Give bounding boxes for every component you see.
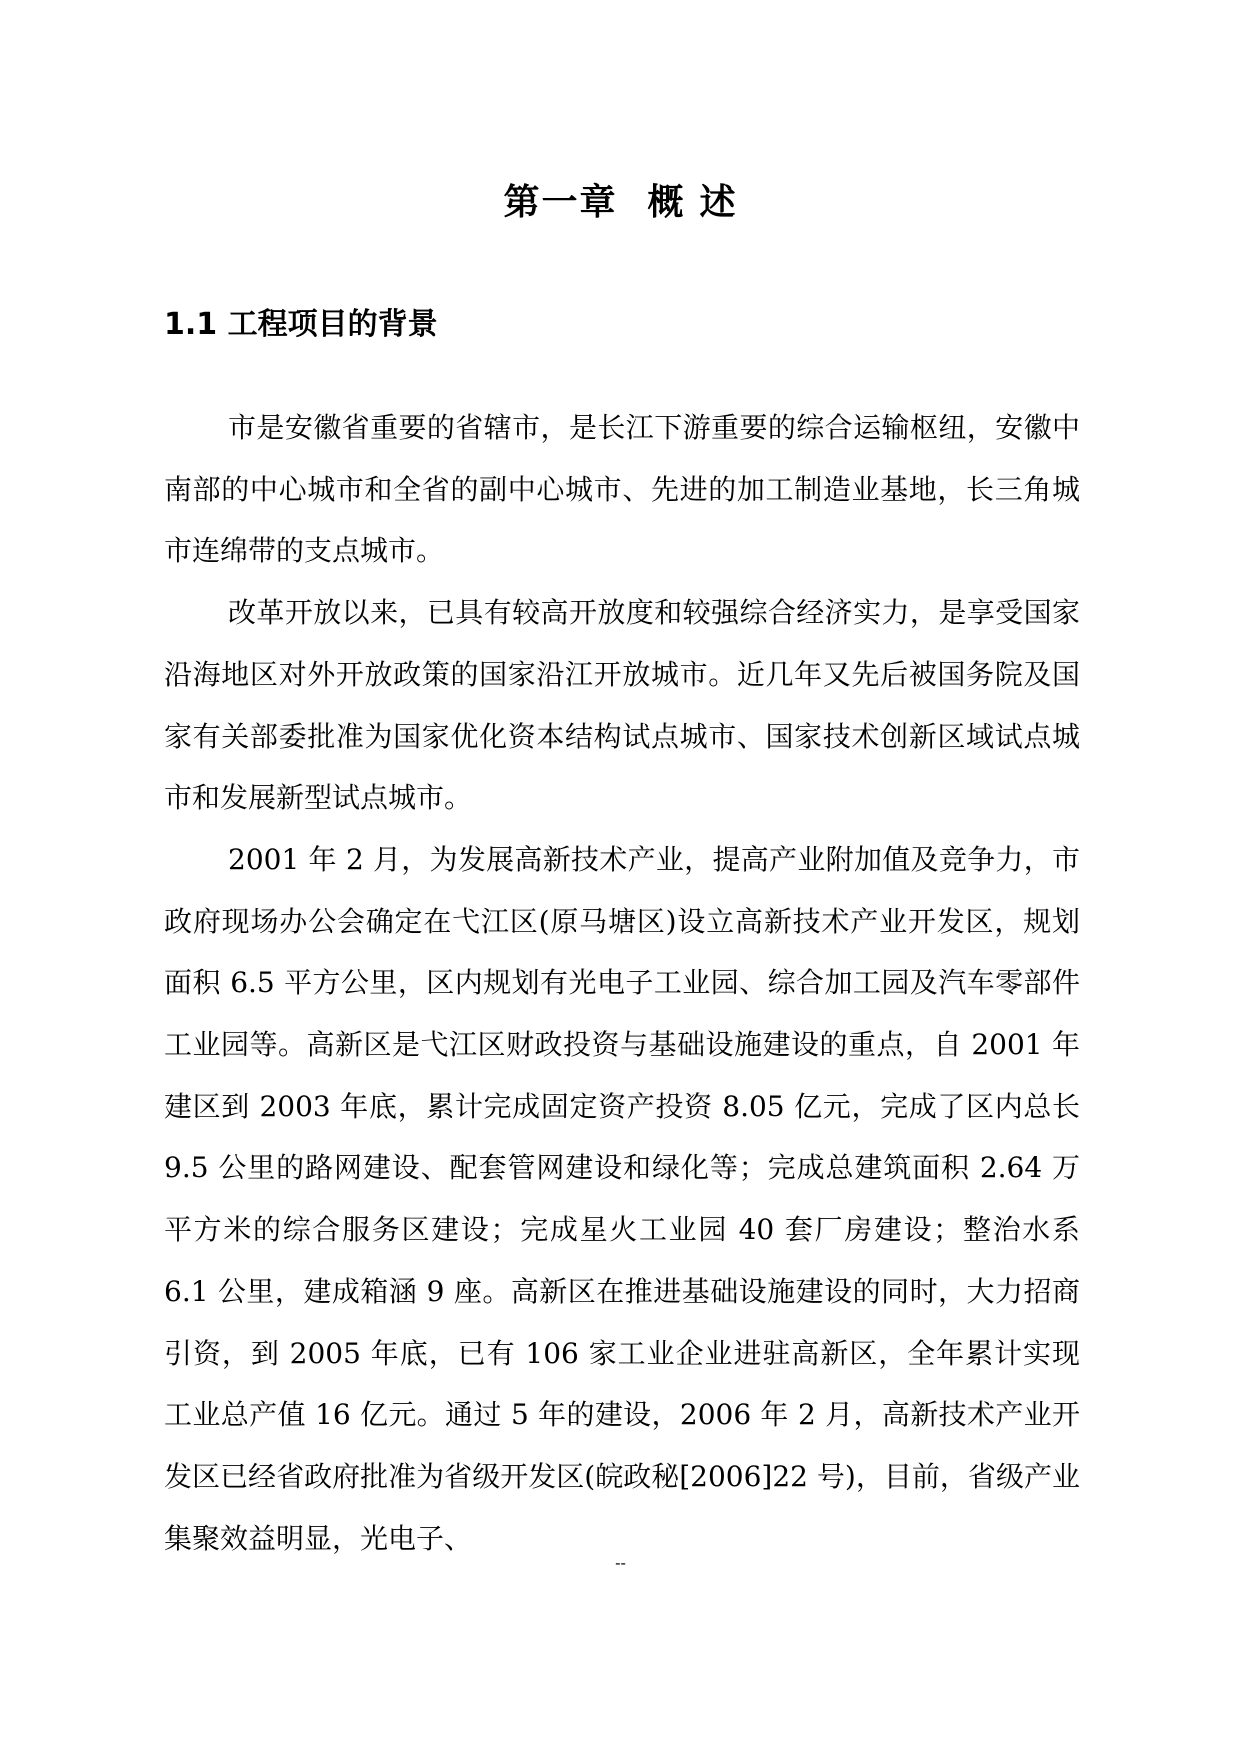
chapter-title-char-1: 概 [647,182,686,223]
chapter-title [0,175,1241,231]
paragraph: 改革开放以来，已具有较高开放度和较强综合经济实力，是享受国家沿海地区对外开放政策的国家沿江开放城市。近几年又先后被国务院及国家有关部委批准为国家优化资本结构试点城市、国家技术创新区域试点城市和发展新型试点城市。 [164,596,1080,815]
chapter-title-char-2: 述 [699,182,738,223]
section-title: 1.1 工程项目的背景 [164,307,438,342]
chapter-prefix: 第一章 [503,182,618,223]
paragraph: 市是安徽省重要的省辖市，是长江下游重要的综合运输枢纽，安徽中南部的中心城市和全省的副中心城市、先进的加工制造业基地，长三角城市连绵带的支点城市。 [164,411,1080,568]
page-number: -- [615,1553,626,1572]
body-text [164,397,1109,1569]
paragraph: 2001 年 2 月，为发展高新技术产业，提高产业附加值及竞争力，市政府现场办公会确定在弋江区(原马塘区)设立高新技术产业开发区，规划面积 6.5 平方公里，区内规划有光电子工业园、综合加工园及汽车零部件工业园等。高新区是弋江区财政投资与基础设施建设的重点，自 2001 年建区到 2003 年底，累计完成固定资产投资 8.05 亿元，完成了区内总长 9.5 公里的路网建设、配套管网建设和绿化等；完成总建筑面积 2.64 万平方米的综合服务区建设；完成星火工业园 40 套厂房建设；整治水系 6.1 公里，建成箱涵 9 座。高新区在推进基础设施建设的同时，大力招商引资，到 2005 年底，已有 106 家工业企业进驻高新区，全年累计实现工业总产值 16 亿元。通过 5 年的建设，2006 年 2 月，高新技术产业开发区已经省政府批准为省级开发区(皖政秘[2006]22 号)，目前，省级产业集聚效益明显，光电子、 [164,842,1109,1555]
